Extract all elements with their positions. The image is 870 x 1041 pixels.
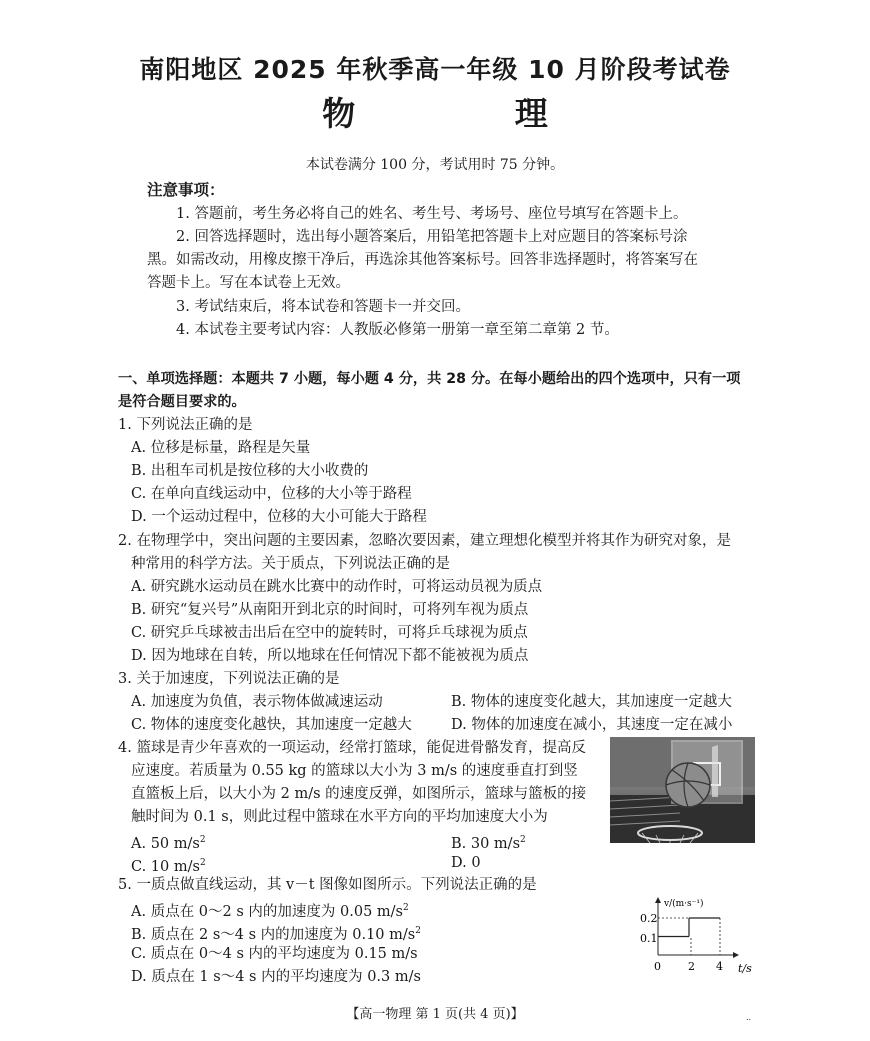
q2-stem-line-1: 2. 在物理学中，突出问题的主要因素，忽略次要因素，建立理想化模型并将其作为研究对象，是	[118, 533, 731, 549]
vt-graph-xlabel: t/s	[738, 962, 752, 975]
vt-graph-ylabel: v/(m·s⁻¹)	[664, 899, 704, 909]
section-heading-line-2: 是符合题目要求的。	[118, 394, 246, 410]
note-line-6: 4. 本试卷主要考试内容：人教版必修第一册第一章至第二章第 2 节。	[176, 322, 619, 338]
q4-stem-line-2: 应速度。若质量为 0.55 kg 的篮球以大小为 3 m/s 的速度垂直打到竖	[131, 763, 578, 779]
q4-option-d: D. 0	[451, 855, 481, 871]
q5-option-c: C. 质点在 0～4 s 内的平均速度为 0.15 m/s	[131, 946, 418, 962]
q5-stem: 5. 一质点做直线运动，其 v－t 图像如图所示。下列说法正确的是	[118, 877, 537, 893]
q3-option-b: B. 物体的速度变化越大，其加速度一定越大	[451, 694, 732, 710]
q4-option-c: C. 10 $m/s^2$	[131, 858, 206, 875]
basketball-photo	[610, 737, 755, 843]
q4-stem-line-3: 直篮板上后，以大小为 2 m/s 的速度反弹，如图所示，篮球与篮板的接	[131, 786, 587, 802]
q3-option-a: A. 加速度为负值，表示物体做减速运动	[131, 694, 383, 710]
q2-option-c: C. 研究乒乓球被击出后在空中的旋转时，可将乒乓球视为质点	[131, 625, 528, 641]
q2-stem-line-2: 种常用的科学方法。关于质点，下列说法正确的是	[131, 556, 450, 572]
q2-option-a: A. 研究跳水运动员在跳水比赛中的动作时，可将运动员视为质点	[131, 579, 543, 595]
vt-graph-xtick-0: 0	[654, 960, 661, 973]
q1-option-c: C. 在单向直线运动中，位移的大小等于路程	[131, 486, 412, 502]
q4-option-b: B. 30 $m/s^2$	[451, 835, 526, 852]
vt-graph-ytick-0.1: 0.1	[640, 932, 658, 945]
vt-graph-ytick-0.2: 0.2	[640, 912, 658, 925]
note-line-5: 3. 考试结束后，将本试卷和答题卡一并交回。	[176, 299, 470, 315]
vt-graph-series	[658, 918, 720, 937]
q5-option-d: D. 质点在 1 s～4 s 内的平均速度为 0.3 m/s	[131, 969, 421, 985]
corner-mark: ..	[746, 1013, 752, 1022]
q1-option-d: D. 一个运动过程中，位移的大小可能大于路程	[131, 509, 427, 525]
note-line-1: 1. 答题前，考生务必将自己的姓名、考生号、考场号、座位号填写在答题卡上。	[176, 206, 688, 222]
q4-option-a: A. 50 $m/s^2$	[131, 835, 206, 852]
q5-option-a: A. 质点在 0～2 s 内的加速度为 0.05 $m/s^2$	[131, 903, 409, 920]
q4-stem-line-1: 4. 篮球是青少年喜欢的一项运动，经常打篮球，能促进骨骼发育，提高反	[118, 740, 586, 756]
q1-stem: 1. 下列说法正确的是	[118, 417, 253, 433]
q1-option-a: A. 位移是标量，路程是矢量	[131, 440, 311, 456]
q2-option-d: D. 因为地球在自转，所以地球在任何情况下都不能被视为质点	[131, 648, 529, 664]
section-heading-line-1: 一、单项选择题：本题共 7 小题，每小题 4 分，共 28 分。在每小题给出的四个选项中，只有一项	[118, 371, 741, 387]
exam-intro: 本试卷满分 100 分，考试用时 75 分钟。	[305, 157, 565, 173]
notes-heading: 注意事项：	[147, 181, 225, 199]
q1-option-b: B. 出租车司机是按位移的大小收费的	[131, 463, 369, 479]
vt-graph-xtick-2: 2	[688, 960, 695, 973]
note-line-3: 黑。如需改动，用橡皮擦干净后，再选涂其他答案标号。回答非选择题时，将答案写在	[147, 252, 698, 268]
exam-title: 南阳地区 2025 年秋季高一年级 10 月阶段考试卷	[139, 55, 731, 84]
note-line-4: 答题卡上。写在本试卷上无效。	[147, 275, 350, 291]
q4-stem-line-4: 触时间为 0.1 s，则此过程中篮球在水平方向的平均加速度大小为	[131, 809, 548, 825]
vt-graph	[634, 894, 764, 978]
subject-title: 物 理	[322, 94, 622, 133]
note-line-2: 2. 回答选择题时，选出每小题答案后，用铅笔把答题卡上对应题目的答案标号涂	[176, 229, 688, 245]
q3-option-d: D. 物体的加速度在减小，其速度一定在减小	[451, 717, 733, 733]
q2-option-b: B. 研究“复兴号”从南阳开到北京的时间时，可将列车视为质点	[131, 602, 529, 618]
q5-option-b: B. 质点在 2 s～4 s 内的加速度为 0.10 $m/s^2$	[131, 926, 421, 943]
vt-graph-xtick-4: 4	[716, 960, 723, 973]
page-footer: 【高一物理 第 1 页(共 4 页)】	[346, 1007, 524, 1022]
q3-stem: 3. 关于加速度，下列说法正确的是	[118, 671, 340, 687]
q3-option-c: C. 物体的速度变化越快，其加速度一定越大	[131, 717, 412, 733]
basketball-photo-art	[610, 737, 755, 843]
